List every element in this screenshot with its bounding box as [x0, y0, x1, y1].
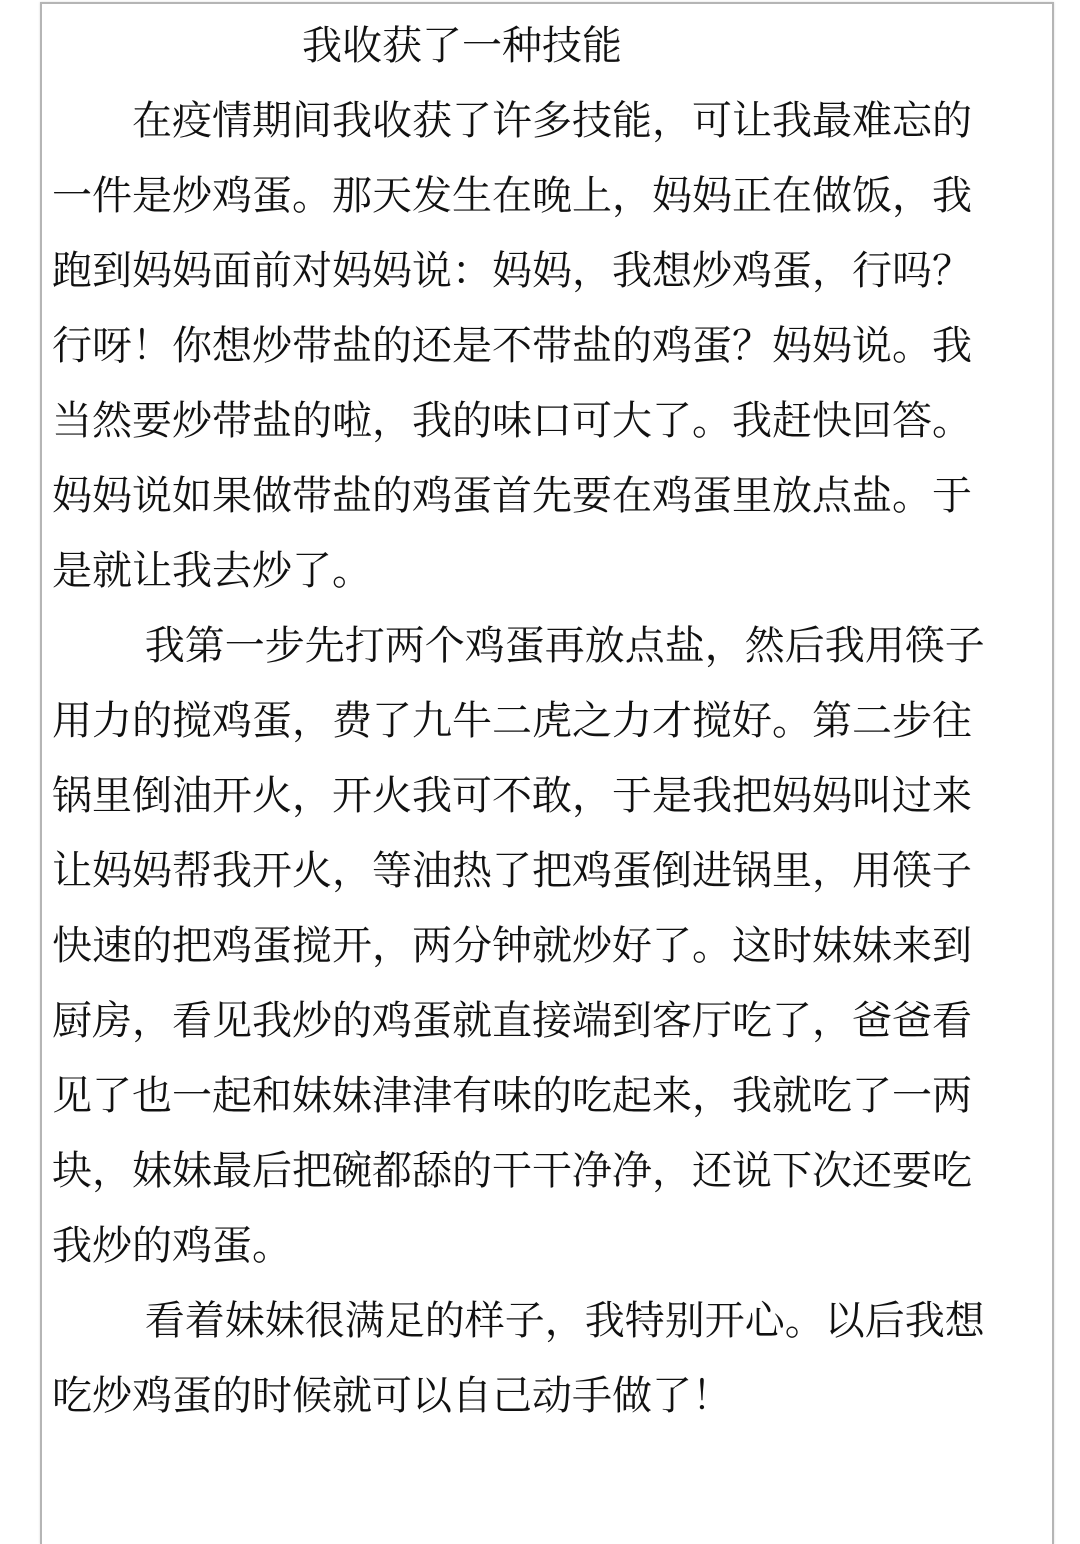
paragraph-line: 用力的搅鸡蛋，费了九牛二虎之力才搅好。第二步往	[52, 698, 972, 744]
paragraph-line: 当然要炒带盐的啦，我的味口可大了。我赶快回答。	[52, 398, 972, 444]
paragraph-line: 吃炒鸡蛋的时候就可以自己动手做了！	[52, 1373, 732, 1419]
document-page	[40, 2, 1054, 1544]
paragraph-line: 在疫情期间我收获了许多技能，可让我最难忘的	[52, 98, 972, 144]
paragraph-line: 见了也一起和妹妹津津有味的吃起来，我就吃了一两	[52, 1073, 972, 1119]
paragraph-line: 看着妹妹很满足的样子，我特别开心。以后我想	[52, 1298, 985, 1344]
paragraph-line: 我炒的鸡蛋。	[52, 1223, 292, 1269]
paragraph-line: 厨房，看见我炒的鸡蛋就直接端到客厅吃了，爸爸看	[52, 998, 972, 1044]
paragraph-line: 块，妹妹最后把碗都舔的干干净净，还说下次还要吃	[52, 1148, 972, 1194]
paragraph-line: 一件是炒鸡蛋。那天发生在晚上，妈妈正在做饭，我	[52, 173, 972, 219]
paragraph-line: 跑到妈妈面前对妈妈说：妈妈，我想炒鸡蛋，行吗？	[52, 248, 972, 294]
document-title: 我收获了一种技能	[302, 23, 622, 69]
paragraph-line: 是就让我去炒了。	[52, 548, 372, 594]
paragraph-line: 让妈妈帮我开火，等油热了把鸡蛋倒进锅里，用筷子	[52, 848, 972, 894]
paragraph-line: 妈妈说如果做带盐的鸡蛋首先要在鸡蛋里放点盐。于	[52, 473, 972, 519]
paragraph-line: 锅里倒油开火，开火我可不敢，于是我把妈妈叫过来	[52, 773, 972, 819]
paragraph-line: 行呀！你想炒带盐的还是不带盐的鸡蛋？妈妈说。我	[52, 323, 972, 369]
paragraph-line: 我第一步先打两个鸡蛋再放点盐，然后我用筷子	[52, 623, 985, 669]
paragraph-line: 快速的把鸡蛋搅开，两分钟就炒好了。这时妹妹来到	[52, 923, 972, 969]
